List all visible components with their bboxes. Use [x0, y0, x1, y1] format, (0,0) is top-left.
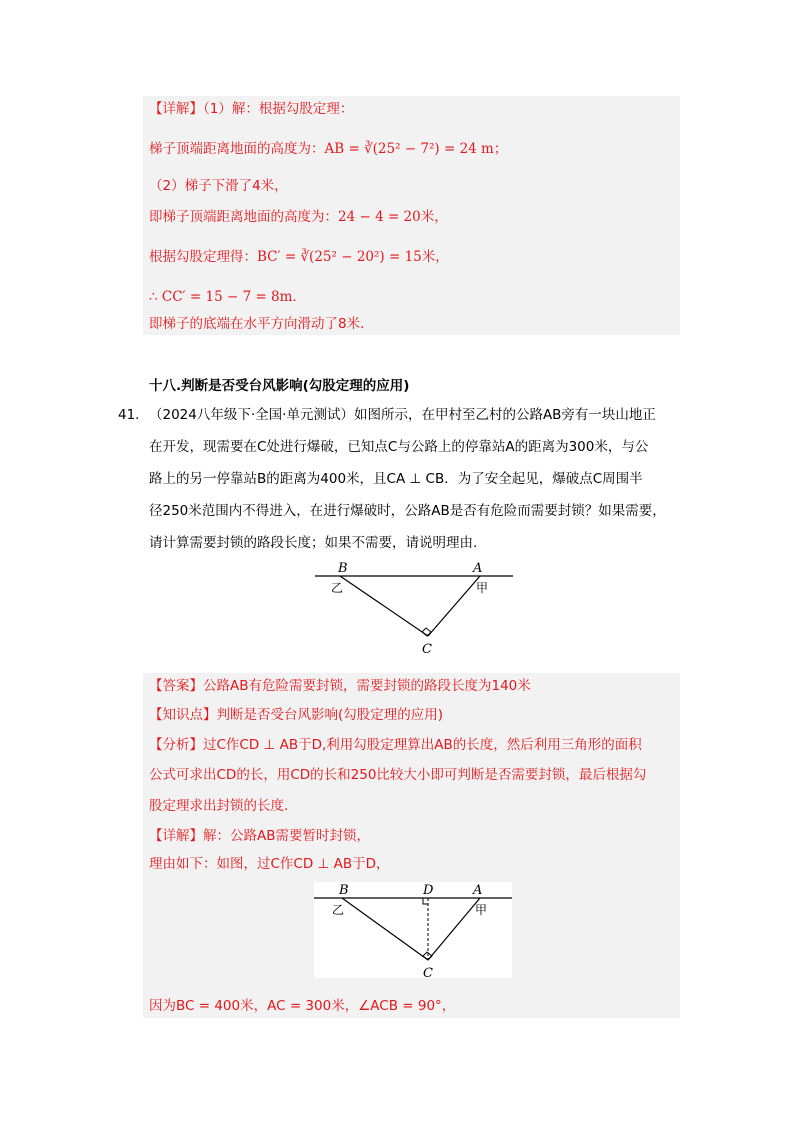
box1-line-7: 即梯子的底端在水平方向滑动了8米. — [149, 316, 365, 332]
question-line-5: 请计算需要封锁的路段长度；如果不需要，请说明理由. — [149, 535, 478, 551]
final-line: 因为BC = 400米，AC = 300米，∠ACB = 90°， — [149, 998, 456, 1014]
analysis-line-2: 公式可求出CD的长，用CD的长和250比较大小即可判断是否需要封锁，最后根据勾 — [149, 767, 647, 783]
label-D: D — [423, 883, 434, 898]
box1-line-5-text: 根据勾股定理得： — [149, 249, 257, 265]
analysis-line-1: 【分析】过C作CD ⊥ AB于D,利用勾股定理算出AB的长度，然后利用三角形的面积 — [149, 737, 642, 753]
box1-line-4-text: 即梯子顶端距离地面的高度为： — [149, 209, 338, 225]
answer-line: 【答案】公路AB有危险需要封锁，需要封锁的路段长度为140米 — [149, 678, 531, 694]
box1-line-5 — [149, 251, 449, 265]
segment-AC — [428, 576, 480, 636]
section-title: 十八.判断是否受台风影响(勾股定理的应用) — [149, 378, 410, 394]
segment-BC — [340, 576, 428, 636]
detail-line-1: 【详解】解：公路AB需要暂时封锁， — [149, 828, 370, 844]
question-line-3: 路上的另一停靠站B的距离为400米，且CA ⊥ CB．为了安全起见，爆破点C周围半 — [149, 471, 643, 487]
label-jia: 甲 — [476, 581, 489, 595]
detail-line-2: 理由如下：如图，过C作CD ⊥ AB于D， — [149, 856, 390, 872]
box1-line-6: ∴ CC′ = 15 − 7 = 8m． — [149, 289, 306, 305]
label-C: C — [423, 966, 433, 981]
box1-line-4-math: 24 − 4 = 20米， — [338, 209, 448, 225]
figure-2-triangle — [314, 878, 514, 982]
box1-line-4 — [149, 211, 448, 225]
label-jia: 甲 — [475, 903, 488, 917]
question-number: 41. — [118, 407, 140, 423]
label-C: C — [422, 642, 432, 657]
figure-1-triangle — [310, 558, 520, 658]
label-B: B — [339, 883, 349, 898]
box1-line-2-math: AB = ∛(25² − 7²) = 24 m； — [324, 141, 508, 157]
box1-line-2-text: 梯子顶端距离地面的高度为： — [149, 141, 325, 157]
right-angle-mark-D — [423, 898, 428, 904]
segment-BC — [342, 898, 428, 960]
box1-line-2 — [149, 143, 507, 157]
knowledge-line: 【知识点】判断是否受台风影响(勾股定理的应用) — [149, 707, 444, 723]
box1-line-3: （2）梯子下滑了4米， — [149, 178, 288, 194]
label-yi: 乙 — [332, 903, 345, 917]
label-A: A — [473, 883, 483, 898]
label-yi: 乙 — [331, 581, 344, 595]
label-B: B — [338, 561, 348, 576]
box1-line-5-math: BC′ = ∛(25² − 20²) = 15米， — [257, 249, 449, 265]
segment-AC — [428, 898, 480, 960]
label-A: A — [473, 561, 483, 576]
question-line-1: （2024八年级下·全国·单元测试）如图所示，在甲村至乙村的公路AB旁有一块山地正 — [149, 407, 656, 423]
analysis-line-3: 股定理求出封锁的长度. — [149, 798, 289, 814]
box1-line-1: 【详解】（1）解：根据勾股定理： — [149, 101, 354, 117]
question-line-2: 在开发，现需要在C处进行爆破，已知点C与公路上的停靠站A的距离为300米，与公 — [149, 439, 649, 455]
question-line-4: 径250米范围内不得进入，在进行爆破时，公路AB是否有危险而需要封锁？如果需要， — [149, 503, 666, 519]
